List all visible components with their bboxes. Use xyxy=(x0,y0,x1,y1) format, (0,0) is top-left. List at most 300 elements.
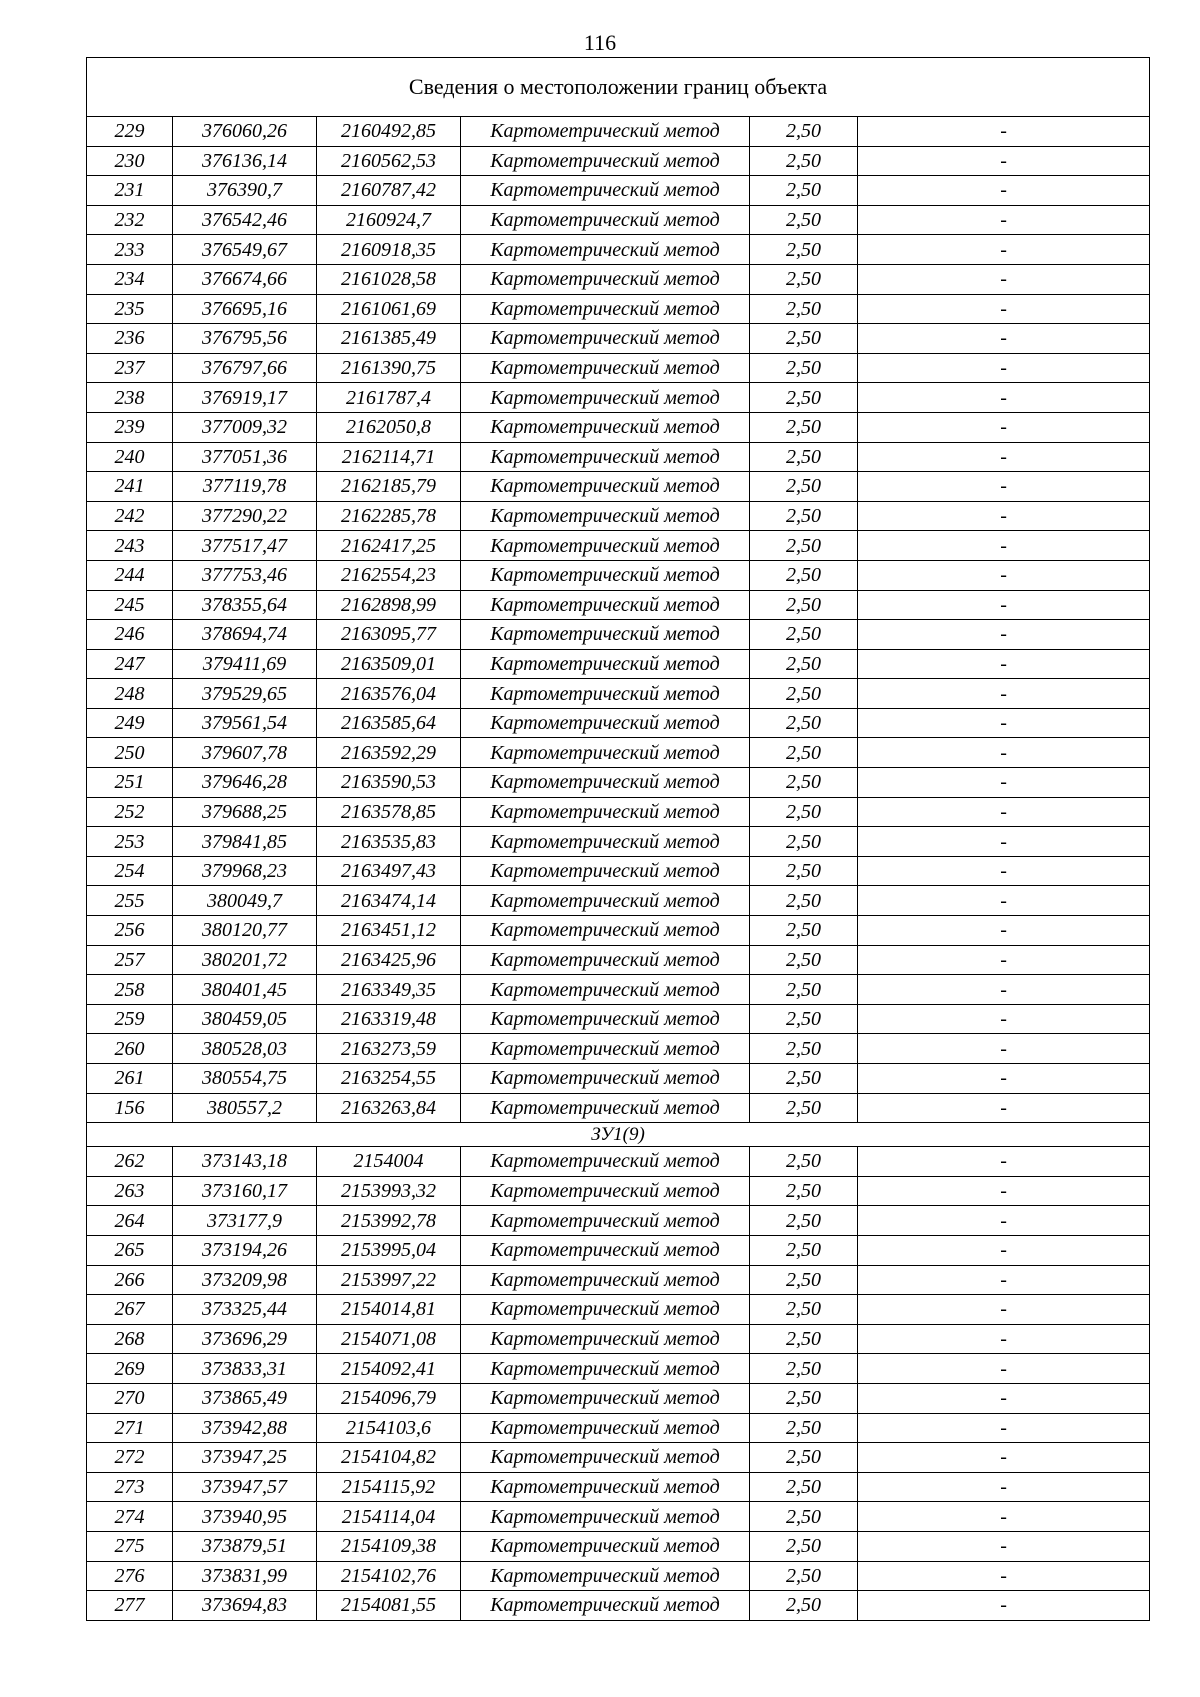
method-cell: Картометрический метод xyxy=(461,146,750,176)
point-number-cell: 270 xyxy=(87,1383,173,1413)
table-row xyxy=(87,146,1150,176)
method-cell: Картометрический метод xyxy=(461,1147,750,1177)
x-coordinate-cell: 380120,77 xyxy=(173,916,317,946)
point-number-cell: 236 xyxy=(87,324,173,354)
point-number-cell: 247 xyxy=(87,649,173,679)
x-coordinate-cell: 380459,05 xyxy=(173,1004,317,1034)
y-coordinate-cell: 2163590,53 xyxy=(317,768,461,798)
description-cell: - xyxy=(858,1443,1150,1473)
table-row xyxy=(87,324,1150,354)
description-cell: - xyxy=(858,1206,1150,1236)
method-cell: Картометрический метод xyxy=(461,1093,750,1123)
method-cell: Картометрический метод xyxy=(461,738,750,768)
accuracy-cell: 2,50 xyxy=(750,886,858,916)
description-cell: - xyxy=(858,797,1150,827)
accuracy-cell: 2,50 xyxy=(750,1093,858,1123)
point-number-cell: 274 xyxy=(87,1502,173,1532)
description-cell: - xyxy=(858,1093,1150,1123)
table-row xyxy=(87,1383,1150,1413)
accuracy-cell: 2,50 xyxy=(750,531,858,561)
x-coordinate-cell: 377009,32 xyxy=(173,412,317,442)
x-coordinate-cell: 373865,49 xyxy=(173,1383,317,1413)
y-coordinate-cell: 2163592,29 xyxy=(317,738,461,768)
table-row xyxy=(87,1324,1150,1354)
description-cell: - xyxy=(858,1004,1150,1034)
point-number-cell: 238 xyxy=(87,383,173,413)
y-coordinate-cell: 2154104,82 xyxy=(317,1443,461,1473)
description-cell: - xyxy=(858,886,1150,916)
method-cell: Картометрический метод xyxy=(461,1591,750,1621)
y-coordinate-cell: 2163509,01 xyxy=(317,649,461,679)
y-coordinate-cell: 2153995,04 xyxy=(317,1235,461,1265)
description-cell: - xyxy=(858,1235,1150,1265)
x-coordinate-cell: 376795,56 xyxy=(173,324,317,354)
x-coordinate-cell: 373194,26 xyxy=(173,1235,317,1265)
method-cell: Картометрический метод xyxy=(461,1034,750,1064)
x-coordinate-cell: 373831,99 xyxy=(173,1561,317,1591)
table-row xyxy=(87,1443,1150,1473)
x-coordinate-cell: 379688,25 xyxy=(173,797,317,827)
table-row xyxy=(87,560,1150,590)
method-cell: Картометрический метод xyxy=(461,1531,750,1561)
y-coordinate-cell: 2154102,76 xyxy=(317,1561,461,1591)
table-row xyxy=(87,353,1150,383)
point-number-cell: 259 xyxy=(87,1004,173,1034)
y-coordinate-cell: 2162898,99 xyxy=(317,590,461,620)
point-number-cell: 244 xyxy=(87,560,173,590)
description-cell: - xyxy=(858,1147,1150,1177)
y-coordinate-cell: 2160924,7 xyxy=(317,205,461,235)
accuracy-cell: 2,50 xyxy=(750,945,858,975)
x-coordinate-cell: 377119,78 xyxy=(173,472,317,502)
point-number-cell: 258 xyxy=(87,975,173,1005)
method-cell: Картометрический метод xyxy=(461,1206,750,1236)
accuracy-cell: 2,50 xyxy=(750,738,858,768)
description-cell: - xyxy=(858,1561,1150,1591)
description-cell: - xyxy=(858,294,1150,324)
description-cell: - xyxy=(858,146,1150,176)
accuracy-cell: 2,50 xyxy=(750,827,858,857)
accuracy-cell: 2,50 xyxy=(750,768,858,798)
point-number-cell: 266 xyxy=(87,1265,173,1295)
boundary-coordinates-table xyxy=(86,57,1150,1621)
table-row xyxy=(87,738,1150,768)
method-cell: Картометрический метод xyxy=(461,1265,750,1295)
accuracy-cell: 2,50 xyxy=(750,1147,858,1177)
x-coordinate-cell: 373947,25 xyxy=(173,1443,317,1473)
y-coordinate-cell: 2163497,43 xyxy=(317,856,461,886)
description-cell: - xyxy=(858,590,1150,620)
method-cell: Картометрический метод xyxy=(461,886,750,916)
x-coordinate-cell: 380554,75 xyxy=(173,1064,317,1094)
y-coordinate-cell: 2162285,78 xyxy=(317,501,461,531)
table-title-row xyxy=(87,58,1150,117)
method-cell: Картометрический метод xyxy=(461,501,750,531)
accuracy-cell: 2,50 xyxy=(750,412,858,442)
description-cell: - xyxy=(858,1413,1150,1443)
description-cell: - xyxy=(858,1354,1150,1384)
description-cell: - xyxy=(858,1265,1150,1295)
method-cell: Картометрический метод xyxy=(461,294,750,324)
method-cell: Картометрический метод xyxy=(461,797,750,827)
x-coordinate-cell: 373947,57 xyxy=(173,1472,317,1502)
y-coordinate-cell: 2162185,79 xyxy=(317,472,461,502)
x-coordinate-cell: 373696,29 xyxy=(173,1324,317,1354)
table-row xyxy=(87,856,1150,886)
table-row xyxy=(87,1591,1150,1621)
description-cell: - xyxy=(858,235,1150,265)
method-cell: Картометрический метод xyxy=(461,1472,750,1502)
point-number-cell: 242 xyxy=(87,501,173,531)
method-cell: Картометрический метод xyxy=(461,442,750,472)
y-coordinate-cell: 2163535,83 xyxy=(317,827,461,857)
table-row xyxy=(87,827,1150,857)
description-cell: - xyxy=(858,738,1150,768)
table-row xyxy=(87,205,1150,235)
x-coordinate-cell: 376136,14 xyxy=(173,146,317,176)
table-row xyxy=(87,442,1150,472)
accuracy-cell: 2,50 xyxy=(750,856,858,886)
x-coordinate-cell: 373833,31 xyxy=(173,1354,317,1384)
accuracy-cell: 2,50 xyxy=(750,117,858,147)
description-cell: - xyxy=(858,1472,1150,1502)
x-coordinate-cell: 376674,66 xyxy=(173,264,317,294)
accuracy-cell: 2,50 xyxy=(750,1443,858,1473)
table-row xyxy=(87,975,1150,1005)
table-row xyxy=(87,1265,1150,1295)
x-coordinate-cell: 373942,88 xyxy=(173,1413,317,1443)
method-cell: Картометрический метод xyxy=(461,827,750,857)
x-coordinate-cell: 379529,65 xyxy=(173,679,317,709)
method-cell: Картометрический метод xyxy=(461,768,750,798)
x-coordinate-cell: 377051,36 xyxy=(173,442,317,472)
method-cell: Картометрический метод xyxy=(461,1354,750,1384)
description-cell: - xyxy=(858,117,1150,147)
description-cell: - xyxy=(858,1176,1150,1206)
y-coordinate-cell: 2163585,64 xyxy=(317,708,461,738)
method-cell: Картометрический метод xyxy=(461,590,750,620)
method-cell: Картометрический метод xyxy=(461,1235,750,1265)
table-row xyxy=(87,235,1150,265)
table-row xyxy=(87,679,1150,709)
point-number-cell: 276 xyxy=(87,1561,173,1591)
description-cell: - xyxy=(858,560,1150,590)
point-number-cell: 263 xyxy=(87,1176,173,1206)
description-cell: - xyxy=(858,827,1150,857)
accuracy-cell: 2,50 xyxy=(750,472,858,502)
table-row xyxy=(87,472,1150,502)
method-cell: Картометрический метод xyxy=(461,176,750,206)
accuracy-cell: 2,50 xyxy=(750,916,858,946)
accuracy-cell: 2,50 xyxy=(750,1383,858,1413)
table-title: Сведения о местоположении границ объекта xyxy=(87,58,1150,117)
point-number-cell: 241 xyxy=(87,472,173,502)
point-number-cell: 255 xyxy=(87,886,173,916)
table-row xyxy=(87,708,1150,738)
x-coordinate-cell: 376919,17 xyxy=(173,383,317,413)
x-coordinate-cell: 373694,83 xyxy=(173,1591,317,1621)
point-number-cell: 231 xyxy=(87,176,173,206)
x-coordinate-cell: 377290,22 xyxy=(173,501,317,531)
accuracy-cell: 2,50 xyxy=(750,1472,858,1502)
y-coordinate-cell: 2153993,32 xyxy=(317,1176,461,1206)
method-cell: Картометрический метод xyxy=(461,708,750,738)
accuracy-cell: 2,50 xyxy=(750,264,858,294)
x-coordinate-cell: 380201,72 xyxy=(173,945,317,975)
y-coordinate-cell: 2160918,35 xyxy=(317,235,461,265)
point-number-cell: 250 xyxy=(87,738,173,768)
y-coordinate-cell: 2163451,12 xyxy=(317,916,461,946)
point-number-cell: 237 xyxy=(87,353,173,383)
method-cell: Картометрический метод xyxy=(461,235,750,265)
table-row xyxy=(87,620,1150,650)
method-cell: Картометрический метод xyxy=(461,412,750,442)
description-cell: - xyxy=(858,1502,1150,1532)
x-coordinate-cell: 377517,47 xyxy=(173,531,317,561)
accuracy-cell: 2,50 xyxy=(750,620,858,650)
table-row xyxy=(87,501,1150,531)
method-cell: Картометрический метод xyxy=(461,324,750,354)
y-coordinate-cell: 2160562,53 xyxy=(317,146,461,176)
description-cell: - xyxy=(858,679,1150,709)
description-cell: - xyxy=(858,531,1150,561)
y-coordinate-cell: 2161390,75 xyxy=(317,353,461,383)
description-cell: - xyxy=(858,768,1150,798)
description-cell: - xyxy=(858,916,1150,946)
point-number-cell: 248 xyxy=(87,679,173,709)
x-coordinate-cell: 376542,46 xyxy=(173,205,317,235)
method-cell: Картометрический метод xyxy=(461,117,750,147)
x-coordinate-cell: 373209,98 xyxy=(173,1265,317,1295)
description-cell: - xyxy=(858,708,1150,738)
point-number-cell: 267 xyxy=(87,1295,173,1325)
y-coordinate-cell: 2154081,55 xyxy=(317,1591,461,1621)
point-number-cell: 235 xyxy=(87,294,173,324)
method-cell: Картометрический метод xyxy=(461,975,750,1005)
y-coordinate-cell: 2154103,6 xyxy=(317,1413,461,1443)
point-number-cell: 240 xyxy=(87,442,173,472)
y-coordinate-cell: 2163095,77 xyxy=(317,620,461,650)
y-coordinate-cell: 2163578,85 xyxy=(317,797,461,827)
accuracy-cell: 2,50 xyxy=(750,235,858,265)
description-cell: - xyxy=(858,649,1150,679)
x-coordinate-cell: 380528,03 xyxy=(173,1034,317,1064)
page-number: 116 xyxy=(583,30,617,55)
method-cell: Картометрический метод xyxy=(461,1502,750,1532)
accuracy-cell: 2,50 xyxy=(750,383,858,413)
point-number-cell: 251 xyxy=(87,768,173,798)
point-number-cell: 272 xyxy=(87,1443,173,1473)
table-row xyxy=(87,1502,1150,1532)
y-coordinate-cell: 2154004 xyxy=(317,1147,461,1177)
y-coordinate-cell: 2163273,59 xyxy=(317,1034,461,1064)
point-number-cell: 239 xyxy=(87,412,173,442)
accuracy-cell: 2,50 xyxy=(750,649,858,679)
table-row xyxy=(87,916,1150,946)
method-cell: Картометрический метод xyxy=(461,353,750,383)
accuracy-cell: 2,50 xyxy=(750,797,858,827)
accuracy-cell: 2,50 xyxy=(750,1176,858,1206)
accuracy-cell: 2,50 xyxy=(750,1034,858,1064)
point-number-cell: 234 xyxy=(87,264,173,294)
y-coordinate-cell: 2161061,69 xyxy=(317,294,461,324)
x-coordinate-cell: 376695,16 xyxy=(173,294,317,324)
point-number-cell: 253 xyxy=(87,827,173,857)
x-coordinate-cell: 380557,2 xyxy=(173,1093,317,1123)
x-coordinate-cell: 378694,74 xyxy=(173,620,317,650)
description-cell: - xyxy=(858,353,1150,383)
method-cell: Картометрический метод xyxy=(461,1383,750,1413)
accuracy-cell: 2,50 xyxy=(750,708,858,738)
accuracy-cell: 2,50 xyxy=(750,294,858,324)
x-coordinate-cell: 376797,66 xyxy=(173,353,317,383)
description-cell: - xyxy=(858,412,1150,442)
description-cell: - xyxy=(858,324,1150,354)
method-cell: Картометрический метод xyxy=(461,679,750,709)
table-row xyxy=(87,1093,1150,1123)
table-row xyxy=(87,412,1150,442)
y-coordinate-cell: 2154115,92 xyxy=(317,1472,461,1502)
x-coordinate-cell: 379841,85 xyxy=(173,827,317,857)
method-cell: Картометрический метод xyxy=(461,383,750,413)
x-coordinate-cell: 373143,18 xyxy=(173,1147,317,1177)
table-row xyxy=(87,1235,1150,1265)
description-cell: - xyxy=(858,176,1150,206)
table-row xyxy=(87,1354,1150,1384)
x-coordinate-cell: 373177,9 xyxy=(173,1206,317,1236)
description-cell: - xyxy=(858,856,1150,886)
point-number-cell: 254 xyxy=(87,856,173,886)
description-cell: - xyxy=(858,1064,1150,1094)
method-cell: Картометрический метод xyxy=(461,916,750,946)
accuracy-cell: 2,50 xyxy=(750,1561,858,1591)
method-cell: Картометрический метод xyxy=(461,205,750,235)
accuracy-cell: 2,50 xyxy=(750,205,858,235)
method-cell: Картометрический метод xyxy=(461,472,750,502)
table-row xyxy=(87,1034,1150,1064)
table-row xyxy=(87,1004,1150,1034)
x-coordinate-cell: 380049,7 xyxy=(173,886,317,916)
y-coordinate-cell: 2162554,23 xyxy=(317,560,461,590)
table-row xyxy=(87,797,1150,827)
y-coordinate-cell: 2153997,22 xyxy=(317,1265,461,1295)
method-cell: Картометрический метод xyxy=(461,264,750,294)
description-cell: - xyxy=(858,620,1150,650)
table-row xyxy=(87,1472,1150,1502)
description-cell: - xyxy=(858,501,1150,531)
accuracy-cell: 2,50 xyxy=(750,590,858,620)
method-cell: Картометрический метод xyxy=(461,649,750,679)
description-cell: - xyxy=(858,945,1150,975)
y-coordinate-cell: 2161385,49 xyxy=(317,324,461,354)
point-number-cell: 156 xyxy=(87,1093,173,1123)
y-coordinate-cell: 2154071,08 xyxy=(317,1324,461,1354)
accuracy-cell: 2,50 xyxy=(750,1413,858,1443)
x-coordinate-cell: 373940,95 xyxy=(173,1502,317,1532)
point-number-cell: 261 xyxy=(87,1064,173,1094)
method-cell: Картометрический метод xyxy=(461,1064,750,1094)
method-cell: Картометрический метод xyxy=(461,560,750,590)
table-row xyxy=(87,1176,1150,1206)
point-number-cell: 273 xyxy=(87,1472,173,1502)
point-number-cell: 249 xyxy=(87,708,173,738)
method-cell: Картометрический метод xyxy=(461,1176,750,1206)
point-number-cell: 265 xyxy=(87,1235,173,1265)
table-row xyxy=(87,117,1150,147)
point-number-cell: 243 xyxy=(87,531,173,561)
x-coordinate-cell: 379607,78 xyxy=(173,738,317,768)
x-coordinate-cell: 378355,64 xyxy=(173,590,317,620)
accuracy-cell: 2,50 xyxy=(750,1295,858,1325)
accuracy-cell: 2,50 xyxy=(750,679,858,709)
table-row xyxy=(87,1147,1150,1177)
accuracy-cell: 2,50 xyxy=(750,1502,858,1532)
y-coordinate-cell: 2163319,48 xyxy=(317,1004,461,1034)
table-row xyxy=(87,1531,1150,1561)
description-cell: - xyxy=(858,383,1150,413)
accuracy-cell: 2,50 xyxy=(750,1235,858,1265)
table-row xyxy=(87,1413,1150,1443)
point-number-cell: 269 xyxy=(87,1354,173,1384)
description-cell: - xyxy=(858,1295,1150,1325)
point-number-cell: 256 xyxy=(87,916,173,946)
y-coordinate-cell: 2162050,8 xyxy=(317,412,461,442)
y-coordinate-cell: 2160787,42 xyxy=(317,176,461,206)
method-cell: Картометрический метод xyxy=(461,1413,750,1443)
table-row xyxy=(87,886,1150,916)
y-coordinate-cell: 2163254,55 xyxy=(317,1064,461,1094)
point-number-cell: 260 xyxy=(87,1034,173,1064)
method-cell: Картометрический метод xyxy=(461,856,750,886)
accuracy-cell: 2,50 xyxy=(750,1531,858,1561)
description-cell: - xyxy=(858,442,1150,472)
table-row xyxy=(87,1064,1150,1094)
table-row xyxy=(87,294,1150,324)
description-cell: - xyxy=(858,1531,1150,1561)
x-coordinate-cell: 376390,7 xyxy=(173,176,317,206)
description-cell: - xyxy=(858,1034,1150,1064)
y-coordinate-cell: 2161787,4 xyxy=(317,383,461,413)
table-row xyxy=(87,531,1150,561)
x-coordinate-cell: 379646,28 xyxy=(173,768,317,798)
y-coordinate-cell: 2160492,85 xyxy=(317,117,461,147)
point-number-cell: 271 xyxy=(87,1413,173,1443)
accuracy-cell: 2,50 xyxy=(750,1064,858,1094)
table-row xyxy=(87,1206,1150,1236)
x-coordinate-cell: 373160,17 xyxy=(173,1176,317,1206)
x-coordinate-cell: 380401,45 xyxy=(173,975,317,1005)
point-number-cell: 277 xyxy=(87,1591,173,1621)
section-row xyxy=(87,1123,1150,1147)
y-coordinate-cell: 2154109,38 xyxy=(317,1531,461,1561)
accuracy-cell: 2,50 xyxy=(750,1324,858,1354)
y-coordinate-cell: 2163263,84 xyxy=(317,1093,461,1123)
accuracy-cell: 2,50 xyxy=(750,501,858,531)
y-coordinate-cell: 2162417,25 xyxy=(317,531,461,561)
table-row xyxy=(87,649,1150,679)
description-cell: - xyxy=(858,264,1150,294)
point-number-cell: 229 xyxy=(87,117,173,147)
accuracy-cell: 2,50 xyxy=(750,1354,858,1384)
description-cell: - xyxy=(858,1383,1150,1413)
x-coordinate-cell: 373325,44 xyxy=(173,1295,317,1325)
table-row xyxy=(87,768,1150,798)
point-number-cell: 245 xyxy=(87,590,173,620)
accuracy-cell: 2,50 xyxy=(750,324,858,354)
x-coordinate-cell: 373879,51 xyxy=(173,1531,317,1561)
point-number-cell: 275 xyxy=(87,1531,173,1561)
point-number-cell: 257 xyxy=(87,945,173,975)
